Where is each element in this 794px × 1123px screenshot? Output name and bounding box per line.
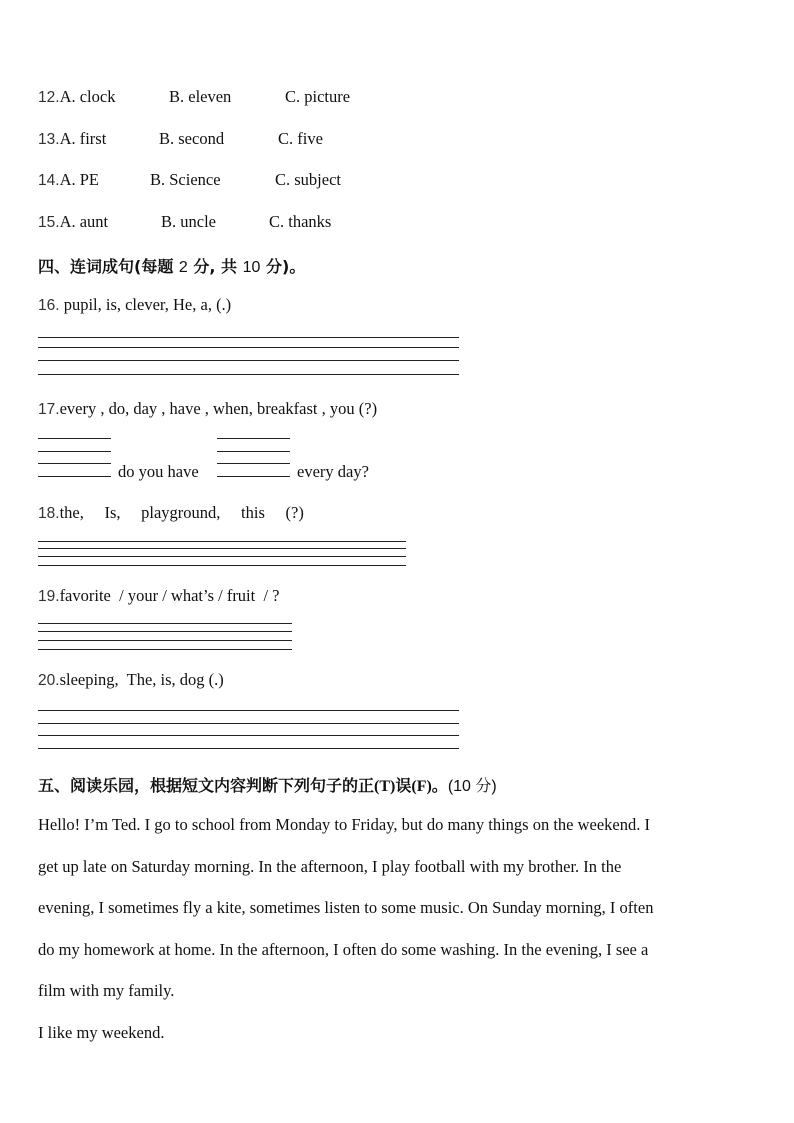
answer-line <box>38 360 459 361</box>
question-18 <box>38 503 304 523</box>
blank-line <box>38 463 111 464</box>
question-number: 12. <box>38 89 60 106</box>
option-c: C. picture <box>285 87 351 106</box>
answer-line <box>38 623 292 624</box>
passage-line: film with my family. <box>38 981 175 1000</box>
section-4-heading: 四、连词成句(每题 2 分, 共 10 分)。 <box>38 257 306 276</box>
choice-row-13 <box>38 129 106 149</box>
blank-line <box>217 438 290 439</box>
answer-line <box>38 556 406 557</box>
answer-line <box>38 565 406 566</box>
option-a: A. PE <box>59 170 99 189</box>
question-text: favorite / your / what’s / fruit / ? <box>59 586 280 605</box>
option-a: A. aunt <box>59 212 109 231</box>
question-19 <box>38 586 280 606</box>
blank-line <box>217 476 290 477</box>
option-c: C. thanks <box>269 212 332 231</box>
blank-line <box>217 451 290 452</box>
answer-line <box>38 735 459 736</box>
answer-line <box>38 541 406 542</box>
blank-line <box>38 438 111 439</box>
answer-line <box>38 337 459 338</box>
option-a: A. clock <box>59 87 116 106</box>
option-b: B. Science <box>150 170 221 189</box>
answer-line <box>38 548 406 549</box>
question-text: every , do, day , have , when, breakfast , you (?) <box>59 399 378 418</box>
answer-line <box>38 710 459 711</box>
question-number: 20. <box>38 672 60 689</box>
question-number: 18. <box>38 505 60 522</box>
question-number: 17. <box>38 401 60 418</box>
passage-line: get up late on Saturday morning. In the afternoon, I play football with my brother. In the <box>38 857 622 876</box>
blank-line <box>38 451 111 452</box>
question-text: pupil, is, clever, He, a, (.) <box>59 295 232 314</box>
answer-line <box>38 640 292 641</box>
question-17 <box>38 399 377 419</box>
option-b: B. uncle <box>161 212 216 231</box>
answer-line <box>38 347 459 348</box>
passage-line: do my homework at home. In the afternoon, I often do some washing. In the evening, I see a <box>38 940 649 959</box>
option-a: A. first <box>59 129 107 148</box>
choice-row-12 <box>38 87 115 107</box>
question-number: 16. <box>38 297 60 314</box>
passage-line: evening, I sometimes fly a kite, sometimes listen to some music. On Sunday morning, I often <box>38 898 654 917</box>
question-text: sleeping, The, is, dog (.) <box>59 670 224 689</box>
choice-row-15 <box>38 212 108 232</box>
passage-line: I like my weekend. <box>38 1023 165 1042</box>
option-b: B. eleven <box>169 87 232 106</box>
q17-fill-text-end: every day? <box>297 462 369 481</box>
answer-line <box>38 631 292 632</box>
passage-line: Hello! I’m Ted. I go to school from Monday to Friday, but do many things on the weekend. I <box>38 815 650 834</box>
q17-fill-text-middle: do you have <box>118 462 199 481</box>
blank-line <box>38 476 111 477</box>
question-text: the, Is, playground, this (?) <box>59 503 304 522</box>
answer-line <box>38 723 459 724</box>
option-b: B. second <box>159 129 225 148</box>
answer-line <box>38 374 459 375</box>
choice-row-14 <box>38 170 99 190</box>
question-number: 14. <box>38 172 60 189</box>
option-c: C. subject <box>275 170 341 189</box>
question-number: 13. <box>38 131 60 148</box>
question-20 <box>38 670 224 690</box>
question-number: 19. <box>38 588 60 605</box>
answer-line <box>38 748 459 749</box>
option-c: C. five <box>278 129 323 148</box>
section-5-heading: 五、阅读乐园，根据短文内容判断下列句子的正(T)误(F)。(10 分) <box>38 776 497 795</box>
answer-line <box>38 649 292 650</box>
blank-line <box>217 463 290 464</box>
question-number: 15. <box>38 214 60 231</box>
question-16 <box>38 295 231 315</box>
